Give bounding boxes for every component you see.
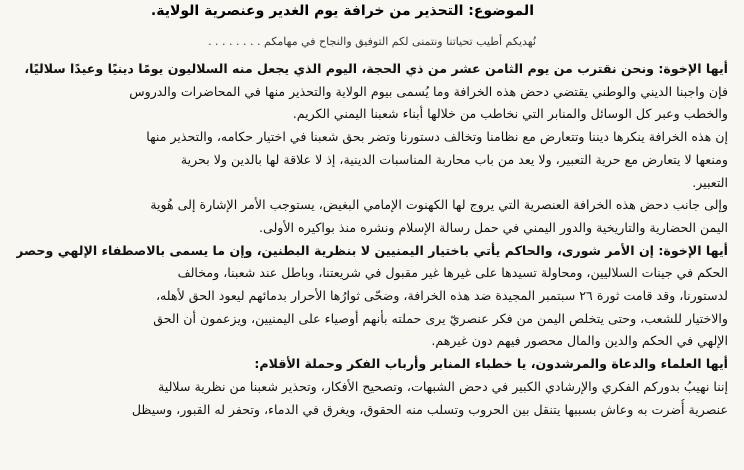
body-line: إن هذه الخرافة ينكرها ديننا وتتعارض مع نظامنا وتخالف دستورنا وتضر بحق شعبنا في اختيار حكامه، والتحذير منها xyxy=(146,129,728,145)
body-line: أيها الإخوة: إن الأمر شورى، والحاكم يأتي باختيار اليمنيين لا بنظرية البطنين، وإن ما يسمى بالاصطفاء الإلهي وحصر xyxy=(16,242,728,258)
ellipsis-dots: . . . . . . . . xyxy=(208,35,261,48)
body-line: اليمن الحضارية والتاريخية والدور اليمني في حمل رسالة الإسلام ونشره منذ بواكيره الأولى. xyxy=(258,219,728,235)
body-line: عنصرية أُضرت به وعاش بسببها يتنقل بين الحروب وتسلب منه الحقوق، ويغرق في الدماء، وتحفر له القبور، وسيظل xyxy=(131,401,728,417)
document-body xyxy=(16,58,728,421)
salutation xyxy=(0,34,744,50)
body-line: التعبير. xyxy=(692,174,728,190)
body-line: ومنعها لا يتعارض مع حرية التعبير، ولا يعد من باب محاربة المناسبات الدينية، إذ لا علاقة لها بالدين ولا بحرية xyxy=(180,151,728,167)
body-line: والاختيار للشعب، وحتى يتخلص اليمن من فكر عنصريّ يرى حملته بأنهم أوصياء على اليمنيين، ويزعمون أن الحق xyxy=(153,310,728,326)
body-line: الإلهي في الحكم والدين والمال محصور فيهم دون غيرهم. xyxy=(431,333,728,349)
body-line: وإلى جانب دحض هذه الخرافة العنصرية التي يروج لها الكهنوت الإمامي البغيض، يستوجب الأمر الإشارة إلى هُوية xyxy=(150,197,728,213)
body-line: الحكم في جينات السلاليين، ومحاولة تسيدها على غيرها غير مقبول في شريعتنا، وباطل عند شعبنا، ومخالف xyxy=(177,265,728,281)
subject-heading: الموضوع: التحذير من خرافة يوم الغدير وعنصرية الولاية. xyxy=(150,3,534,19)
body-line: أيها الإخوة: ونحن نقترب من يوم الثامن عشر من ذي الحجة، اليوم الذي يجعل منه السلاليون يومًا دينيًا وعيدًا سلاليًا، xyxy=(24,61,728,76)
body-line: والخطب وعبر كل الوسائل والمنابر التي نخاطب من خلالها أبناء شعبنا اليمني الكريم. xyxy=(292,106,728,122)
body-line: لدستورنا، وقد قامت ثورة ٢٦ سبتمبر المجيدة ضد هذه الخرافة، وضحّى ثوارُها الأحرار بدمائهم ليعود الحق لأهله، xyxy=(155,288,728,304)
body-line: أيها العلماء والدعاة والمرشدون، يا خطباء المنابر وأرباب الفكر وحملة الأقلام: xyxy=(254,356,728,372)
body-line: فإن واجبنا الديني والوطني يقتضي دحض هذه الخرافة وما يُسمى بيوم الولاية والتحذير منها في المحاضرات والدروس xyxy=(129,83,728,99)
body-line: إننا نهيبُ بدوركم الفكري والإرشادي الكبير في دحض الشبهات، وتصحيح الأفكار، وتحذير شعبنا من نظرية سلالية xyxy=(158,378,728,394)
salutation-text: نُهديكم أطيب تحياتنا ونتمنى لكم التوفيق والنجاح في مهامكم xyxy=(264,35,536,48)
